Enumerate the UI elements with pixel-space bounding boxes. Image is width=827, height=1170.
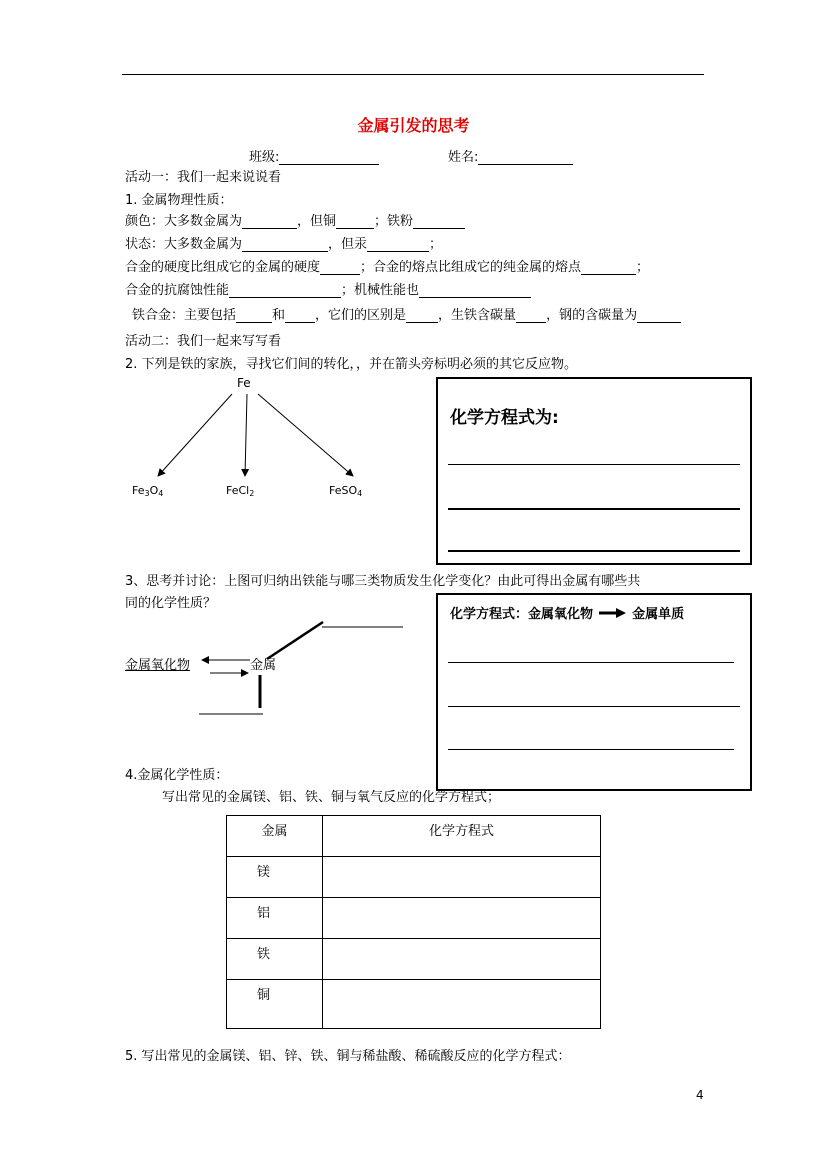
class-label: 班级: [249,150,280,165]
item4-heading: 4.金属化学性质： [125,768,229,783]
table-cell-equation[interactable] [323,857,601,898]
page-number: 4 [696,1088,704,1102]
class-field [249,146,379,165]
color-line [125,210,465,229]
class-blank[interactable] [279,150,379,165]
item1-heading: 1. 金属物理性质： [125,193,233,208]
alloy-line-1 [125,256,649,275]
activity2-heading: 活动二：我们一起来写写看 [125,334,282,349]
alloy2-text-b: ；机械性能也 [341,283,420,298]
table-header-equation: 化学方程式 [323,816,601,857]
alloy1-blank-2[interactable] [581,260,636,275]
iron-text-e: ，钢的含碳量为 [546,308,638,323]
name-label: 姓名: [448,150,479,165]
table-cell-metal: 铝 [227,898,323,939]
arrow-fe-to-feso4 [258,394,353,476]
arrow-fe-to-fecl2 [245,394,247,476]
arrow-right-icon [598,607,628,619]
equation-box-1-title: 化学方程式为: [450,408,559,428]
metal-label: 金属 [250,658,277,673]
color-text-c: ；铁粉 [374,214,414,229]
formula-fe: Fe [237,376,251,390]
table-cell-metal: 镁 [227,857,323,898]
answer-line[interactable] [448,706,740,707]
header-rule [122,74,704,75]
iron-blank-4[interactable] [516,308,546,323]
equation-box-2-title [450,603,684,622]
iron-text-a: 铁合金：主要包括 [132,308,237,323]
arrow-fe-to-fe3o4 [158,394,232,476]
state-text-b: ，但汞 [328,237,368,252]
page-title: 金属引发的思考 [357,116,470,135]
table-cell-equation[interactable] [323,898,601,939]
item3-text-a: 3、思考并讨论：上图可归纳出铁能与哪三类物质发生化学变化？由此可得出金属有哪些共 [125,574,641,589]
table-header-row [227,816,601,857]
alloy2-text-a: 合金的抗腐蚀性能 [125,283,230,298]
state-blank-1[interactable] [242,237,328,252]
color-text-a: 颜色：大多数金属为 [125,214,243,229]
formula-fecl2: FeCl$_2$ [226,484,255,498]
state-blank-2[interactable] [367,237,429,252]
table-row [227,857,601,898]
alloy1-blank-1[interactable] [320,260,360,275]
color-text-b: ，但铜 [297,214,337,229]
table-row [227,939,601,980]
alloy1-text-c: ； [636,260,650,275]
table-cell-metal: 铁 [227,939,323,980]
color-blank-2[interactable] [336,214,374,229]
box2-title-a: 化学方程式：金属氧化物 [450,607,594,622]
alloy2-blank-2[interactable] [419,283,531,298]
item3-text-b: 同的化学性质？ [125,596,217,611]
box2-title-b: 金属单质 [632,607,685,622]
table-cell-metal: 铜 [227,980,323,1029]
answer-line[interactable] [448,550,740,552]
state-line [125,233,442,252]
activity1-heading: 活动一：我们一起来说说看 [125,170,282,185]
color-blank-3[interactable] [413,214,465,229]
iron-text-c: ，它们的区别是 [315,308,407,323]
answer-line[interactable] [448,662,734,663]
table-row [227,898,601,939]
iron-blank-3[interactable] [406,308,438,323]
alloy1-text-b: ；合金的熔点比组成它的纯金属的熔点 [360,260,582,275]
alloy2-blank-1[interactable] [229,283,341,298]
item5-text: 5. 写出常见的金属镁、铝、锌、铁、铜与稀盐酸、稀硫酸反应的化学方程式： [125,1049,571,1064]
formula-fe3o4: $Fe_3O_4$ [132,484,164,498]
iron-blank-5[interactable] [637,308,681,323]
item2-text: 2. 下列是铁的家族，寻找它们间的转化，，并在箭头旁标明必须的其它反应物。 [125,357,578,372]
iron-text-b: 和 [272,308,286,323]
answer-line[interactable] [448,464,740,465]
name-blank[interactable] [478,150,573,165]
table-cell-equation[interactable] [323,980,601,1029]
table-header-metal: 金属 [227,816,323,857]
formula-feso4: FeSO$_4$ [329,484,363,498]
table-cell-equation[interactable] [323,939,601,980]
equation-box-1 [436,377,752,565]
color-blank-1[interactable] [242,214,297,229]
item4-subtext: 写出常见的金属镁、铝、铁、铜与氧气反应的化学方程式； [162,790,501,805]
name-field [448,146,573,165]
state-text-c: ； [429,237,443,252]
metal-oxygen-table [226,815,601,1029]
table-row [227,980,601,1029]
equation-box-2 [436,593,752,791]
answer-line[interactable] [448,508,740,510]
alloy1-text-a: 合金的硬度比组成它的金属的硬度 [125,260,321,275]
state-text-a: 状态：大多数金属为 [125,237,243,252]
metal-oxide-label: 金属氧化物 [125,658,191,673]
iron-alloy-line [132,304,681,323]
iron-text-d: ，生铁含碳量 [438,308,517,323]
answer-line[interactable] [448,749,734,750]
iron-family-diagram [120,372,440,512]
alloy-line-2 [125,279,531,298]
iron-blank-2[interactable] [285,308,315,323]
iron-blank-1[interactable] [236,308,272,323]
